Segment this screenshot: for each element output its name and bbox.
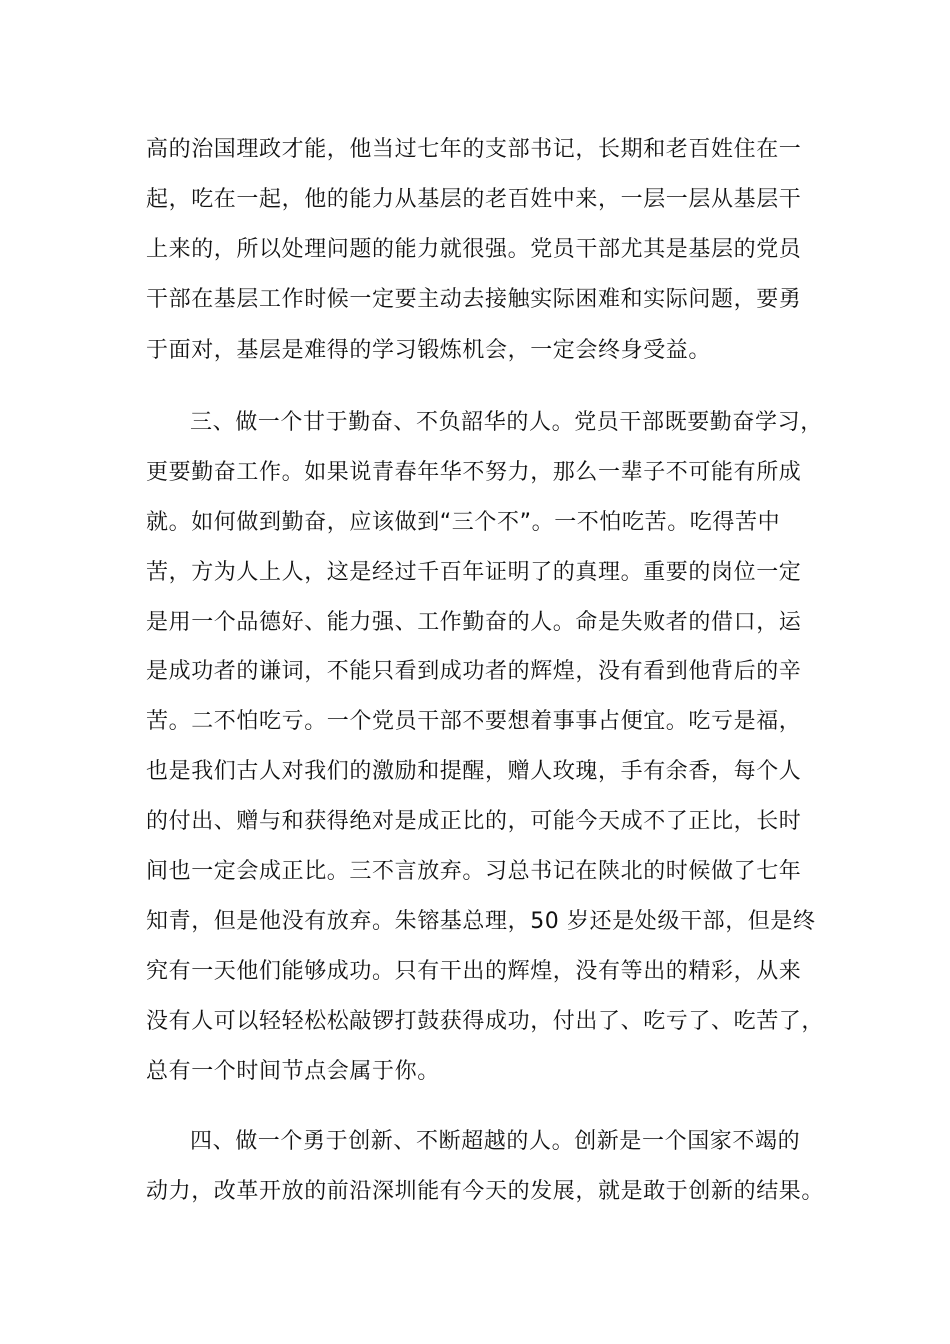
text-line: 上来的，所以处理问题的能力就很强。党员干部尤其是基层的党员	[146, 237, 802, 262]
text-line: 苦，方为人上人，这是经过千百年证明了的真理。重要的岗位一定	[146, 560, 802, 585]
text-line: 高的治国理政才能，他当过七年的支部书记，长期和老百姓住在一	[146, 137, 802, 162]
text-line: 是成功者的谦词，不能只看到成功者的辉煌，没有看到他背后的辛	[146, 659, 802, 684]
text-line: 就。如何做到勤奋，应该做到“三个不”。一不怕吃苦。吃得苦中	[146, 510, 781, 535]
text-line: 总有一个时间节点会属于你。	[146, 1059, 440, 1084]
text-line: 没有人可以轻轻松松敲锣打鼓获得成功，付出了、吃亏了、吃苦了，	[146, 1009, 825, 1034]
text-line: 动力，改革开放的前沿深圳能有今天的发展，就是敢于创新的结果。	[146, 1179, 825, 1204]
text-line: 于面对，基层是难得的学习锻炼机会，一定会终身受益。	[146, 338, 712, 363]
text-line: 起，吃在一起，他的能力从基层的老百姓中来，一层一层从基层干	[146, 187, 802, 212]
text-line: 也是我们古人对我们的激励和提醒，赠人玫瑰，手有余香，每个人	[146, 759, 802, 784]
paragraph-first-line: 三、做一个甘于勤奋、不负韶华的人。党员干部既要勤奋学习，	[190, 410, 823, 435]
paragraph-first-line: 四、做一个勇于创新、不断超越的人。创新是一个国家不竭的	[190, 1129, 801, 1154]
text-line: 究有一天他们能够成功。只有干出的辉煌，没有等出的精彩，从来	[146, 959, 802, 984]
text-line: 是用一个品德好、能力强、工作勤奋的人。命是失败者的借口，运	[146, 610, 802, 635]
text-line: 苦。二不怕吃亏。一个党员干部不要想着事事占便宜。吃亏是福，	[146, 709, 802, 734]
text-line: 的付出、赠与和获得绝对是成正比的，可能今天成不了正比，长时	[146, 809, 802, 834]
text-line: 间也一定会成正比。三不言放弃。习总书记在陕北的时候做了七年	[146, 859, 802, 884]
text-line: 更要勤奋工作。如果说青春年华不努力，那么一辈子不可能有所成	[146, 460, 802, 485]
text-line: 知青，但是他没有放弃。朱镕基总理，50 岁还是处级干部，但是终	[146, 909, 816, 934]
text-line: 干部在基层工作时候一定要主动去接触实际困难和实际问题，要勇	[146, 287, 802, 312]
